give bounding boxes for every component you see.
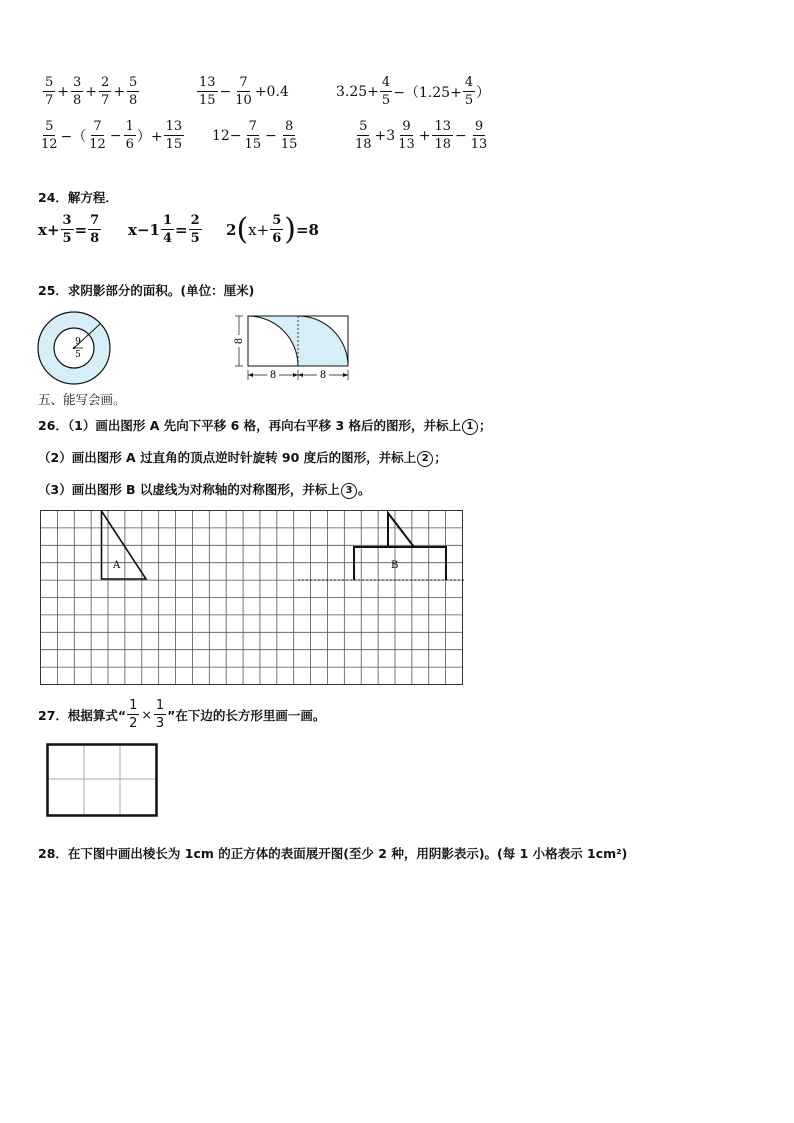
drawing-rectangle <box>46 743 158 817</box>
equation-2: x−1 $\frac{1}{4}$ = $\frac{2}{5}$ <box>128 213 200 246</box>
fraction: $\frac{3}{8}$ <box>73 75 82 108</box>
fraction: $\frac{9}{13}$ <box>470 119 488 152</box>
rectangle-border <box>48 745 157 816</box>
fraction: $\frac{2}{7}$ <box>101 75 110 108</box>
width-label-1: 8 <box>269 370 277 381</box>
calc-expr-5: 12− $\frac{7}{15}$ − $\frac{8}{15}$ <box>212 119 298 152</box>
fraction: $\frac{1}{2}$ <box>129 698 138 731</box>
question-28-title: 28．在下图中画出棱长为 1cm 的正方体的表面展开图(至少 2 种，用阴影表示)。(每 1 小格表示 1cm²) <box>38 846 628 861</box>
fraction: $\frac{9}{13}$ <box>398 119 415 152</box>
drawing-grid <box>40 510 466 688</box>
fraction: $\frac{1}{4}$ <box>162 213 172 246</box>
equation-1: x+ $\frac{3}{5}$ = $\frac{7}{8}$ <box>38 213 100 246</box>
question-24-title: 24．解方程． <box>38 190 118 205</box>
fraction: $\frac{4}{5}$ <box>464 75 474 108</box>
calc-expr-3: 3.25+ $\frac{4}{5}$ −（1.25+ $\frac{4}{5}$ ） <box>336 75 491 108</box>
question-27-title: 27．根据算式“ $\frac{1}{2}$ × $\frac{1}{3}$ ”在下边的长方形里画一画。 <box>38 698 326 731</box>
rectangle-quarter-circle-figure <box>228 310 354 382</box>
circled-number-3: 3 <box>341 483 357 499</box>
shape-a-label: A <box>113 560 121 571</box>
question-26-line-3: （3）画出图形 B 以虚线为对称轴的对称图形，并标上 3 。 <box>38 482 371 497</box>
left-paren: ( <box>236 211 249 247</box>
calc-expr-4: $\frac{5}{12}$ −（ $\frac{7}{12}$ − $\frac{1}{6}$ ）+ $\frac{13}{15}$ <box>41 119 183 152</box>
fraction: $\frac{8}{15}$ <box>280 119 298 152</box>
fraction: $\frac{2}{5}$ <box>190 213 200 246</box>
calc-expr-6: $\frac{5}{18}$ +3 $\frac{9}{13}$ + $\frac{13}{18}$ − $\frac{9}{13}$ <box>355 119 488 152</box>
height-label: 8 <box>234 337 245 345</box>
radius-numerator: 9 <box>75 337 81 347</box>
circled-number-2: 2 <box>417 451 433 467</box>
fraction: $\frac{5}{6}$ <box>272 213 282 246</box>
fraction: $\frac{13}{18}$ <box>434 119 452 152</box>
shape-b-body <box>354 547 446 580</box>
radius-denominator: 5 <box>75 350 81 360</box>
shape-b-label: B <box>391 560 399 571</box>
fraction: $\frac{5}{12}$ <box>41 119 58 152</box>
question-26-line-1: 26．（1）画出图形 A 先向下平移 6 格，再向右平移 3 格后的图形，并标上 1 ； <box>38 418 492 433</box>
width-label-2: 8 <box>319 370 327 381</box>
fraction: $\frac{13}{15}$ <box>199 75 216 108</box>
ring-figure <box>36 310 112 386</box>
calc-expr-1: $\frac{5}{7}$ + $\frac{3}{8}$ + $\frac{2}{7}$ + $\frac{5}{8}$ <box>45 75 138 108</box>
fraction: $\frac{7}{15}$ <box>244 119 262 152</box>
equation-3: 2 ( x+ $\frac{5}{6}$ ) =8 <box>226 211 319 247</box>
grid-lines <box>41 511 463 685</box>
shape-b-flag <box>388 513 414 547</box>
fraction: $\frac{3}{5}$ <box>62 213 72 246</box>
section-five-title: 五、能写会画。 <box>38 392 126 407</box>
fraction: $\frac{1}{3}$ <box>155 698 165 731</box>
shade-left <box>248 316 298 366</box>
fraction: $\frac{5}{7}$ <box>45 75 54 108</box>
fraction: $\frac{5}{18}$ <box>355 119 372 152</box>
fraction: $\frac{7}{12}$ <box>89 119 106 152</box>
fraction: $\frac{1}{6}$ <box>125 119 134 152</box>
shade-right <box>298 316 348 366</box>
fraction: $\frac{5}{8}$ <box>129 75 138 108</box>
question-26-line-2: （2）画出图形 A 过直角的顶点逆时针旋转 90 度后的图形，并标上 2 ； <box>38 450 447 465</box>
right-paren: ) <box>284 211 296 247</box>
circled-number-1: 1 <box>462 419 478 435</box>
fraction: $\frac{13}{15}$ <box>165 119 183 152</box>
calc-expr-2: $\frac{13}{15}$ − $\frac{7}{10}$ +0.4 <box>199 75 289 108</box>
fraction: $\frac{4}{5}$ <box>381 75 391 108</box>
fraction: $\frac{7}{8}$ <box>90 213 100 246</box>
fraction: $\frac{7}{10}$ <box>235 75 252 108</box>
question-25-title: 25．求阴影部分的面积。(单位：厘米) <box>38 283 255 298</box>
